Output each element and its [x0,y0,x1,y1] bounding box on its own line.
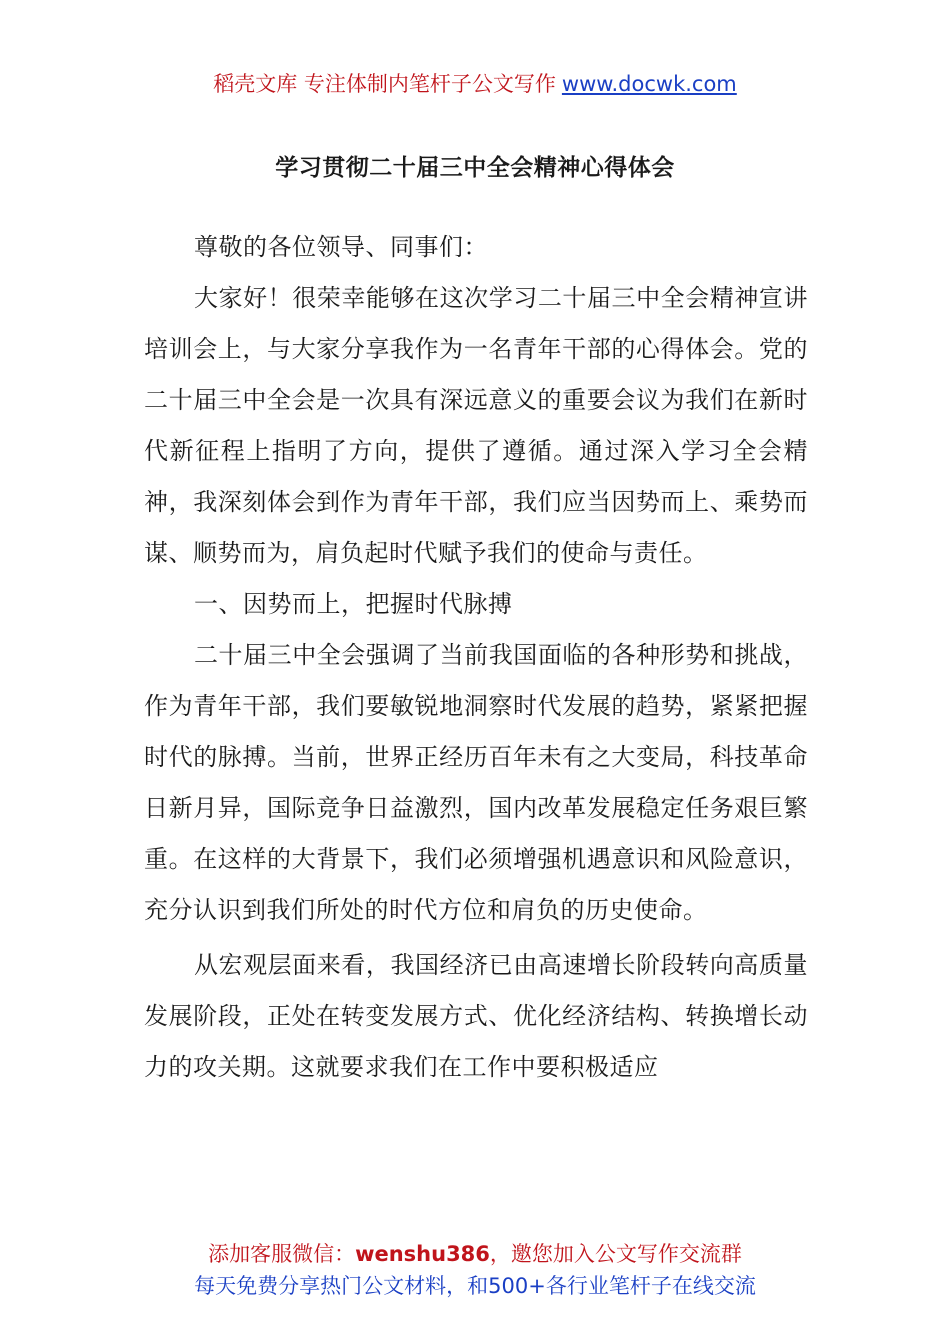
wechat-id: wenshu386 [355,1242,490,1266]
footer-prefix: 添加客服微信： [208,1242,356,1266]
section-heading: 一、因势而上，把握时代脉搏 [194,590,513,618]
body-paragraph: 从宏观层面来看，我国经济已由高速增长阶段转向高质量发展阶段，正处在转变发展方式、优化经济结构、转换增长动力的攻关期。这就要求我们在工作中要积极适应 [144,951,808,1081]
body-paragraph: 二十届三中全会强调了当前我国面临的各种形势和挑战，作为青年干部，我们要敏锐地洞察时代发展的趋势，紧紧把握时代的脉搏。当前，世界正经历百年未有之大变局，科技革命日新月异，国际竞争日益激烈，国内改革发展稳定任务艰巨繁重。在这样的大背景下，我们必须增强机遇意识和风险意识，充分认识到我们所处的时代方位和肩负的历史使命。 [144,641,808,924]
document-title: 学习贯彻二十届三中全会精神心得体会 [275,155,675,181]
footer-suffix: ，邀您加入公文写作交流群 [489,1242,742,1266]
body-paragraph: 大家好！很荣幸能够在这次学习二十届三中全会精神宣讲培训会上，与大家分享我作为一名青年干部的心得体会。党的二十届三中全会是一次具有深远意义的重要会议为我们在新时代新征程上指明了方向，提供了遵循。通过深入学习全会精神，我深刻体会到作为青年干部，我们应当因势而上、乘势而谋、顺势而为，肩负起时代赋予我们的使命与责任。 [144,284,808,567]
page-header [0,68,950,100]
page-footer [0,1238,950,1302]
footer-contact-line [0,1238,950,1270]
salutation-paragraph: 尊敬的各位领导、同事们： [194,233,488,261]
footer-promo-line: 每天免费分享热门公文材料，和500+各行业笔杆子在线交流 [194,1274,756,1298]
document-body [144,222,808,1093]
header-url-link[interactable]: www.docwk.com [561,72,737,96]
header-brand: 稻壳文库 专注体制内笔杆子公文写作 [213,72,556,96]
